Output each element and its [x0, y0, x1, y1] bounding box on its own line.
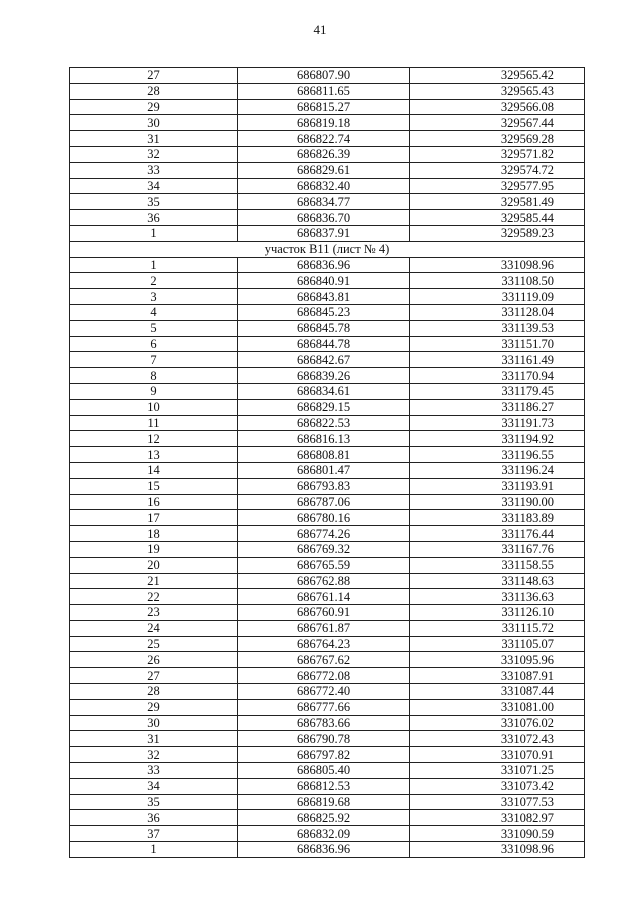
point-number-cell: 23 [70, 605, 238, 621]
y-coordinate-cell: 331073.42 [410, 778, 585, 794]
x-coordinate-cell: 686829.61 [238, 162, 410, 178]
x-coordinate-cell: 686843.81 [238, 289, 410, 305]
x-coordinate-cell: 686844.78 [238, 336, 410, 352]
point-number-cell: 14 [70, 462, 238, 478]
y-coordinate-cell: 331090.59 [410, 826, 585, 842]
x-coordinate-cell: 686801.47 [238, 462, 410, 478]
y-coordinate-cell: 331148.63 [410, 573, 585, 589]
x-coordinate-cell: 686765.59 [238, 557, 410, 573]
point-number-cell: 25 [70, 636, 238, 652]
table-row [70, 447, 585, 463]
x-coordinate-cell: 686839.26 [238, 368, 410, 384]
x-coordinate-cell: 686836.70 [238, 210, 410, 226]
y-coordinate-cell: 329577.95 [410, 178, 585, 194]
y-coordinate-cell: 329569.28 [410, 131, 585, 147]
table-row [70, 668, 585, 684]
x-coordinate-cell: 686790.78 [238, 731, 410, 747]
table-row [70, 620, 585, 636]
point-number-cell: 35 [70, 794, 238, 810]
point-number-cell: 4 [70, 304, 238, 320]
x-coordinate-cell: 686819.68 [238, 794, 410, 810]
table-row [70, 605, 585, 621]
point-number-cell: 24 [70, 620, 238, 636]
coordinates-table [69, 67, 585, 858]
x-coordinate-cell: 686808.81 [238, 447, 410, 463]
y-coordinate-cell: 331186.27 [410, 399, 585, 415]
x-coordinate-cell: 686845.23 [238, 304, 410, 320]
y-coordinate-cell: 331139.53 [410, 320, 585, 336]
table-row [70, 826, 585, 842]
table-row [70, 399, 585, 415]
y-coordinate-cell: 331176.44 [410, 526, 585, 542]
x-coordinate-cell: 686829.15 [238, 399, 410, 415]
x-coordinate-cell: 686815.27 [238, 99, 410, 115]
table-row [70, 494, 585, 510]
table-row [70, 225, 585, 241]
x-coordinate-cell: 686834.77 [238, 194, 410, 210]
y-coordinate-cell: 331119.09 [410, 289, 585, 305]
y-coordinate-cell: 331087.91 [410, 668, 585, 684]
x-coordinate-cell: 686845.78 [238, 320, 410, 336]
y-coordinate-cell: 331179.45 [410, 383, 585, 399]
y-coordinate-cell: 331077.53 [410, 794, 585, 810]
x-coordinate-cell: 686787.06 [238, 494, 410, 510]
y-coordinate-cell: 331191.73 [410, 415, 585, 431]
table-row [70, 652, 585, 668]
y-coordinate-cell: 331072.43 [410, 731, 585, 747]
y-coordinate-cell: 331194.92 [410, 431, 585, 447]
y-coordinate-cell: 331183.89 [410, 510, 585, 526]
table-row [70, 794, 585, 810]
point-number-cell: 9 [70, 383, 238, 399]
point-number-cell: 1 [70, 257, 238, 273]
table-row [70, 778, 585, 794]
point-number-cell: 32 [70, 146, 238, 162]
y-coordinate-cell: 329581.49 [410, 194, 585, 210]
y-coordinate-cell: 331161.49 [410, 352, 585, 368]
point-number-cell: 2 [70, 273, 238, 289]
x-coordinate-cell: 686822.53 [238, 415, 410, 431]
y-coordinate-cell: 331167.76 [410, 541, 585, 557]
x-coordinate-cell: 686834.61 [238, 383, 410, 399]
x-coordinate-cell: 686762.88 [238, 573, 410, 589]
table-row [70, 510, 585, 526]
point-number-cell: 29 [70, 699, 238, 715]
point-number-cell: 1 [70, 225, 238, 241]
table-row [70, 684, 585, 700]
section-header [70, 241, 585, 257]
table-row [70, 210, 585, 226]
x-coordinate-cell: 686772.08 [238, 668, 410, 684]
point-number-cell: 19 [70, 541, 238, 557]
table-row [70, 541, 585, 557]
table-row [70, 763, 585, 779]
y-coordinate-cell: 329566.08 [410, 99, 585, 115]
x-coordinate-cell: 686837.91 [238, 225, 410, 241]
point-number-cell: 10 [70, 399, 238, 415]
point-number-cell: 37 [70, 826, 238, 842]
point-number-cell: 33 [70, 162, 238, 178]
y-coordinate-cell: 331158.55 [410, 557, 585, 573]
table-row [70, 636, 585, 652]
point-number-cell: 18 [70, 526, 238, 542]
y-coordinate-cell: 331193.91 [410, 478, 585, 494]
x-coordinate-cell: 686797.82 [238, 747, 410, 763]
table-body-part1 [70, 68, 585, 242]
point-number-cell: 8 [70, 368, 238, 384]
x-coordinate-cell: 686793.83 [238, 478, 410, 494]
table-row [70, 115, 585, 131]
y-coordinate-cell: 331196.55 [410, 447, 585, 463]
point-number-cell: 1 [70, 842, 238, 858]
y-coordinate-cell: 331196.24 [410, 462, 585, 478]
point-number-cell: 36 [70, 210, 238, 226]
y-coordinate-cell: 331071.25 [410, 763, 585, 779]
x-coordinate-cell: 686840.91 [238, 273, 410, 289]
x-coordinate-cell: 686836.96 [238, 257, 410, 273]
x-coordinate-cell: 686777.66 [238, 699, 410, 715]
table-row [70, 83, 585, 99]
point-number-cell: 35 [70, 194, 238, 210]
y-coordinate-cell: 329565.42 [410, 68, 585, 84]
x-coordinate-cell: 686780.16 [238, 510, 410, 526]
table-row [70, 194, 585, 210]
table-row [70, 589, 585, 605]
table-row [70, 162, 585, 178]
y-coordinate-cell: 329571.82 [410, 146, 585, 162]
table-row [70, 336, 585, 352]
table-row [70, 715, 585, 731]
table-row [70, 462, 585, 478]
point-number-cell: 31 [70, 131, 238, 147]
table-row [70, 383, 585, 399]
y-coordinate-cell: 331098.96 [410, 842, 585, 858]
y-coordinate-cell: 331190.00 [410, 494, 585, 510]
page-number: 41 [313, 22, 327, 37]
x-coordinate-cell: 686819.18 [238, 115, 410, 131]
point-number-cell: 6 [70, 336, 238, 352]
x-coordinate-cell: 686825.92 [238, 810, 410, 826]
point-number-cell: 20 [70, 557, 238, 573]
x-coordinate-cell: 686783.66 [238, 715, 410, 731]
table-row [70, 99, 585, 115]
table-row [70, 320, 585, 336]
y-coordinate-cell: 331151.70 [410, 336, 585, 352]
table-row [70, 352, 585, 368]
x-coordinate-cell: 686805.40 [238, 763, 410, 779]
point-number-cell: 17 [70, 510, 238, 526]
table-row [70, 478, 585, 494]
y-coordinate-cell: 331128.04 [410, 304, 585, 320]
point-number-cell: 7 [70, 352, 238, 368]
point-number-cell: 12 [70, 431, 238, 447]
point-number-cell: 3 [70, 289, 238, 305]
table-row [70, 526, 585, 542]
point-number-cell: 30 [70, 115, 238, 131]
section-row [70, 241, 585, 257]
point-number-cell: 33 [70, 763, 238, 779]
point-number-cell: 29 [70, 99, 238, 115]
point-number-cell: 15 [70, 478, 238, 494]
point-number-cell: 36 [70, 810, 238, 826]
point-number-cell: 16 [70, 494, 238, 510]
point-number-cell: 26 [70, 652, 238, 668]
point-number-cell: 30 [70, 715, 238, 731]
y-coordinate-cell: 329565.43 [410, 83, 585, 99]
y-coordinate-cell: 329589.23 [410, 225, 585, 241]
point-number-cell: 13 [70, 447, 238, 463]
x-coordinate-cell: 686767.62 [238, 652, 410, 668]
x-coordinate-cell: 686760.91 [238, 605, 410, 621]
point-number-cell: 34 [70, 178, 238, 194]
y-coordinate-cell: 329574.72 [410, 162, 585, 178]
table-row [70, 810, 585, 826]
table-body-part2 [70, 257, 585, 857]
x-coordinate-cell: 686764.23 [238, 636, 410, 652]
y-coordinate-cell: 331170.94 [410, 368, 585, 384]
x-coordinate-cell: 686761.14 [238, 589, 410, 605]
y-coordinate-cell: 331136.63 [410, 589, 585, 605]
point-number-cell: 5 [70, 320, 238, 336]
table-row [70, 131, 585, 147]
table-row [70, 431, 585, 447]
y-coordinate-cell: 331098.96 [410, 257, 585, 273]
x-coordinate-cell: 686811.65 [238, 83, 410, 99]
table-row [70, 273, 585, 289]
y-coordinate-cell: 331108.50 [410, 273, 585, 289]
table-row [70, 573, 585, 589]
y-coordinate-cell: 329585.44 [410, 210, 585, 226]
y-coordinate-cell: 331076.02 [410, 715, 585, 731]
section-title: участок В11 (лист № 4) [70, 241, 585, 257]
table-row [70, 368, 585, 384]
x-coordinate-cell: 686812.53 [238, 778, 410, 794]
x-coordinate-cell: 686772.40 [238, 684, 410, 700]
point-number-cell: 27 [70, 668, 238, 684]
y-coordinate-cell: 331070.91 [410, 747, 585, 763]
point-number-cell: 32 [70, 747, 238, 763]
y-coordinate-cell: 331105.07 [410, 636, 585, 652]
x-coordinate-cell: 686826.39 [238, 146, 410, 162]
y-coordinate-cell: 331087.44 [410, 684, 585, 700]
table-row [70, 747, 585, 763]
x-coordinate-cell: 686842.67 [238, 352, 410, 368]
point-number-cell: 28 [70, 83, 238, 99]
y-coordinate-cell: 331115.72 [410, 620, 585, 636]
table-row [70, 699, 585, 715]
table-row [70, 289, 585, 305]
x-coordinate-cell: 686816.13 [238, 431, 410, 447]
point-number-cell: 31 [70, 731, 238, 747]
y-coordinate-cell: 331126.10 [410, 605, 585, 621]
point-number-cell: 21 [70, 573, 238, 589]
table-row [70, 842, 585, 858]
table-row [70, 68, 585, 84]
table-row [70, 304, 585, 320]
x-coordinate-cell: 686822.74 [238, 131, 410, 147]
y-coordinate-cell: 331095.96 [410, 652, 585, 668]
x-coordinate-cell: 686832.09 [238, 826, 410, 842]
table-row [70, 257, 585, 273]
table-row [70, 557, 585, 573]
y-coordinate-cell: 331081.00 [410, 699, 585, 715]
point-number-cell: 27 [70, 68, 238, 84]
point-number-cell: 28 [70, 684, 238, 700]
table-row [70, 146, 585, 162]
x-coordinate-cell: 686836.96 [238, 842, 410, 858]
table-row [70, 731, 585, 747]
y-coordinate-cell: 331082.97 [410, 810, 585, 826]
x-coordinate-cell: 686774.26 [238, 526, 410, 542]
table-row [70, 178, 585, 194]
table-row [70, 415, 585, 431]
point-number-cell: 11 [70, 415, 238, 431]
x-coordinate-cell: 686832.40 [238, 178, 410, 194]
point-number-cell: 22 [70, 589, 238, 605]
x-coordinate-cell: 686761.87 [238, 620, 410, 636]
x-coordinate-cell: 686769.32 [238, 541, 410, 557]
y-coordinate-cell: 329567.44 [410, 115, 585, 131]
point-number-cell: 34 [70, 778, 238, 794]
x-coordinate-cell: 686807.90 [238, 68, 410, 84]
